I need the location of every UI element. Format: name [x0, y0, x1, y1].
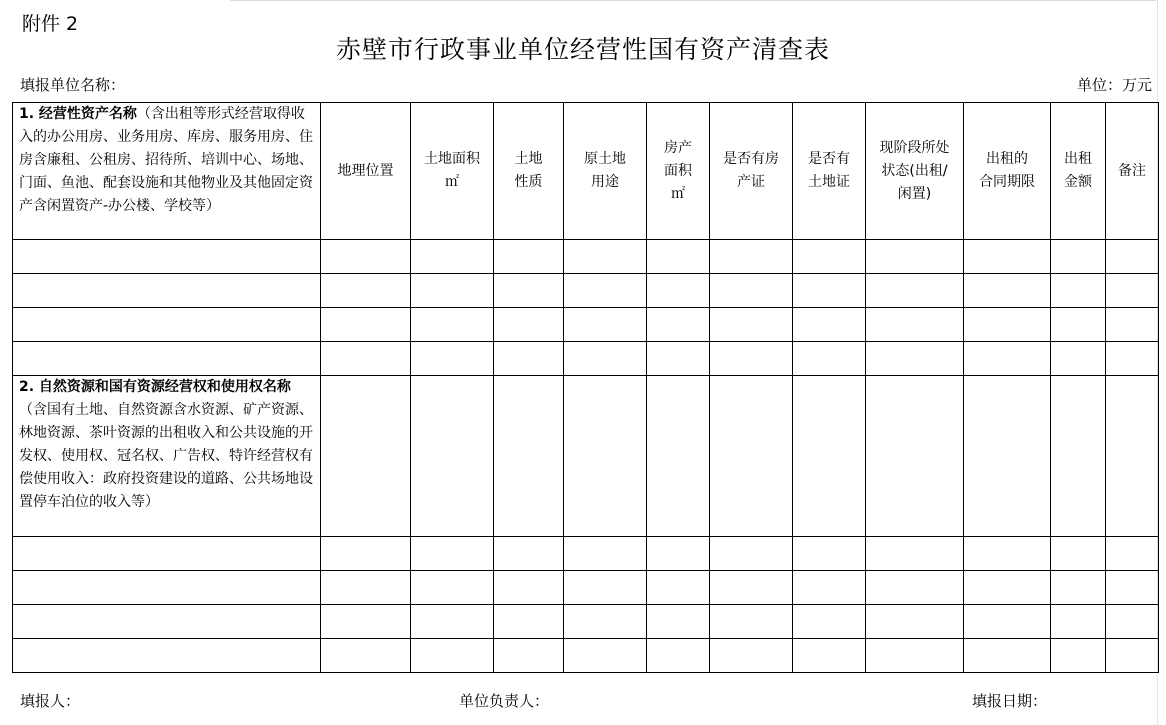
- col-location: [321, 103, 411, 240]
- col-status-l3: 闲置): [897, 185, 932, 202]
- col-orig-use-l1: 原土地: [584, 151, 626, 167]
- col-land-cert: [793, 103, 866, 240]
- top-rule: [230, 0, 1156, 1]
- table-row: [13, 274, 1159, 308]
- unit-label: 单位：万元: [1076, 76, 1152, 94]
- col-status-l1: 现阶段所处: [879, 139, 950, 156]
- col-house-area: [647, 103, 710, 240]
- col-house-area-unit: ㎡: [671, 185, 685, 202]
- fill-unit-label: 填报单位名称：: [20, 76, 126, 94]
- col-land-area-label: 土地面积: [424, 151, 480, 167]
- section2-title: [13, 376, 321, 537]
- col-house-cert-l1: 是否有房: [723, 151, 779, 167]
- col-status-l2: 状态(出租/: [881, 162, 948, 179]
- section1-text: （含出租等形式经营取得收入的办公用房、业务用房、库房、服务用房、住房含廉租、公租房、招待所、培训中心、场地、门面、鱼池、配套设施和其他物业及其他固定资产含闲置资产-办公楼、学校等）: [19, 106, 313, 214]
- table-row: [13, 605, 1159, 639]
- table-row: [13, 342, 1159, 376]
- section2-text: （含国有土地、自然资源含水资源、矿产资源、林地资源、茶叶资源的出租收入和公共设施的开发权、使用权、冠名权、广告权、特许经营权有偿使用收入：政府投资建设的道路、公共场地设置停车泊位的收入等）: [19, 402, 313, 510]
- table-row: [13, 537, 1159, 571]
- section1-title: [13, 103, 321, 240]
- col-remark: [1106, 103, 1159, 240]
- col-land-area: [411, 103, 494, 240]
- col-house-area-l1: 房产: [664, 139, 692, 156]
- col-lease-term: [964, 103, 1051, 240]
- footer-head-label: 单位负责人：: [459, 692, 550, 710]
- col-land-nature-l1: 土地: [514, 151, 543, 167]
- section1-bold: 1. 经营性资产名称: [19, 106, 137, 122]
- col-land-cert-l1: 是否有: [808, 151, 850, 167]
- table-row: [13, 639, 1159, 673]
- col-land-nature-l2: 性质: [514, 174, 543, 190]
- col-orig-use: [564, 103, 647, 240]
- page-title: 赤壁市行政事业单位经营性国有资产清查表: [335, 35, 830, 64]
- section1-header-row: [13, 103, 1159, 240]
- col-location-label: 地理位置: [337, 162, 394, 179]
- col-rent-l1: 出租: [1064, 151, 1092, 167]
- col-rent-l2: 金额: [1064, 174, 1092, 190]
- col-house-area-l2: 面积: [664, 162, 692, 179]
- col-orig-use-l2: 用途: [591, 174, 619, 190]
- col-house-cert-l2: 产证: [737, 174, 765, 190]
- col-land-area-unit: ㎡: [445, 174, 459, 190]
- col-rent-amount: [1051, 103, 1106, 240]
- attachment-label: 附件 2: [22, 13, 79, 35]
- col-lease-l2: 合同期限: [979, 174, 1035, 190]
- asset-table: [12, 102, 1159, 673]
- col-remark-label: 备注: [1118, 162, 1146, 179]
- table-row: [13, 308, 1159, 342]
- section2-bold: 2. 自然资源和国有资源经营权和使用权名称: [19, 379, 291, 395]
- col-status: [866, 103, 964, 240]
- section2-header-row: [13, 376, 1159, 537]
- col-house-cert: [710, 103, 793, 240]
- footer-filler-label: 填报人：: [20, 692, 81, 710]
- col-land-nature: [494, 103, 564, 240]
- col-lease-l1: 出租的: [986, 151, 1028, 167]
- table-row: [13, 571, 1159, 605]
- table-row: [13, 240, 1159, 274]
- col-land-cert-l2: 土地证: [808, 174, 850, 190]
- footer-date-label: 填报日期：: [972, 692, 1048, 710]
